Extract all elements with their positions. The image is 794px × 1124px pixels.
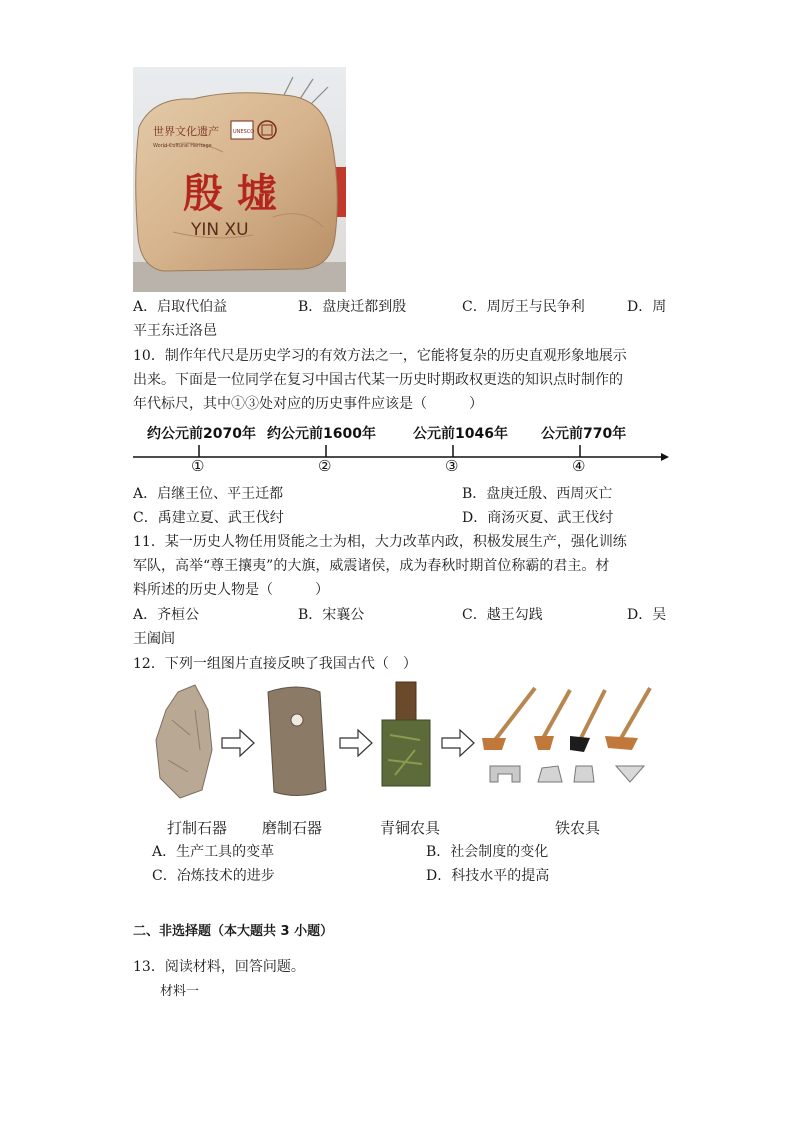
q13-material-1: 材料一 xyxy=(160,984,200,999)
yinxu-stone-image xyxy=(133,67,346,292)
q10-stem-line-2: 出来。下面是一位同学在复习中国古代某一历史时期政权更迭的知识点时制作的 xyxy=(133,372,623,388)
arrow-right-icon xyxy=(222,730,254,756)
arrow-right-icon xyxy=(442,730,474,756)
q11-option-b: B．宋襄公 xyxy=(298,607,365,623)
q12-option-b: B．社会制度的变化 xyxy=(426,844,549,860)
caption-polished-stone: 磨制石器 xyxy=(262,819,323,837)
section-2-heading: 二、非选择题（本大题共 3 小题） xyxy=(133,924,334,939)
q11-option-c: C．越王勾践 xyxy=(462,607,543,623)
bronze-tool-icon xyxy=(382,720,430,786)
q10-timeline xyxy=(133,423,673,479)
q9-option-a: A．启取代伯益 xyxy=(133,299,228,315)
q9-option-c: C．周厉王与民争利 xyxy=(462,299,585,315)
yinxu-stone-photo xyxy=(133,67,346,292)
polished-stone-tool-icon xyxy=(268,687,326,796)
caption-iron-tools: 铁农具 xyxy=(555,819,601,837)
timeline-label-3: 公元前1046年 xyxy=(413,426,508,442)
timeline-marker-2: ② xyxy=(318,457,332,475)
sign-heritage-cn: 世界文化遗产 xyxy=(153,125,219,138)
sign-title: 殷 墟 xyxy=(183,170,277,217)
timeline-label-4: 公元前770年 xyxy=(541,426,627,442)
q11-option-d: D．吴 xyxy=(627,607,667,623)
q11-stem-line-3: 料所述的历史人物是（ ） xyxy=(133,582,329,598)
timeline-label-1: 约公元前2070年 xyxy=(147,426,256,442)
q10-option-a: A．启继王位、平王迁都 xyxy=(133,486,284,502)
iron-tools-icon xyxy=(482,688,650,782)
q11-option-d-wrap: 王阖闾 xyxy=(133,631,175,647)
q10-stem-line-3: 年代标尺，其中①③处对应的历史事件应该是（ ） xyxy=(133,396,483,412)
q10-option-d: D．商汤灭夏、武王伐纣 xyxy=(462,510,614,526)
caption-bronze-tools: 青铜农具 xyxy=(380,819,441,837)
q13-stem: 13．阅读材料，回答问题。 xyxy=(133,959,305,975)
sign-heritage-en: World Cultural Heritage xyxy=(153,143,212,149)
timeline-marker-3: ③ xyxy=(445,457,459,475)
q11-stem-line-2: 军队，高举“尊王攘夷”的大旗，威震诸侯，成为春秋时期首位称霸的君主。材 xyxy=(133,558,610,574)
q11-stem-line-1: 11．某一历史人物任用贤能之士为相，大力改革内政，积极发展生产，强化训练 xyxy=(133,534,627,550)
q9-option-d-wrap: 平王东迁洛邑 xyxy=(133,323,217,339)
timeline-marker-1: ① xyxy=(191,457,205,475)
unesco-label: UNESCO xyxy=(233,129,255,135)
q11-option-a: A．齐桓公 xyxy=(133,607,200,623)
chipped-stone-tool-icon xyxy=(156,685,212,798)
q12-option-d: D．科技水平的提高 xyxy=(426,868,550,884)
q12-option-c: C．冶炼技术的进步 xyxy=(152,868,275,884)
tools-illustration xyxy=(150,680,680,815)
q9-option-d: D．周 xyxy=(627,299,667,315)
sign-pinyin: YIN XU xyxy=(191,220,249,240)
arrow-right-icon xyxy=(340,730,372,756)
q10-option-c: C．禹建立夏、武王伐纣 xyxy=(133,510,284,526)
q10-option-b: B．盘庚迁殷、西周灭亡 xyxy=(462,486,613,502)
timeline-label-2: 约公元前1600年 xyxy=(267,426,376,442)
caption-chipped-stone: 打制石器 xyxy=(167,819,228,837)
q12-option-a: A．生产工具的变革 xyxy=(152,844,275,860)
timeline-marker-4: ④ xyxy=(572,457,586,475)
q10-stem-line-1: 10．制作年代尺是历史学习的有效方法之一，它能将复杂的历史直观形象地展示 xyxy=(133,348,627,364)
q12-tools-figure xyxy=(150,680,680,840)
q12-stem: 12．下列一组图片直接反映了我国古代（ ） xyxy=(133,656,417,672)
timeline-axis xyxy=(133,423,673,479)
q9-option-b: B．盘庚迁都到殷 xyxy=(298,299,407,315)
